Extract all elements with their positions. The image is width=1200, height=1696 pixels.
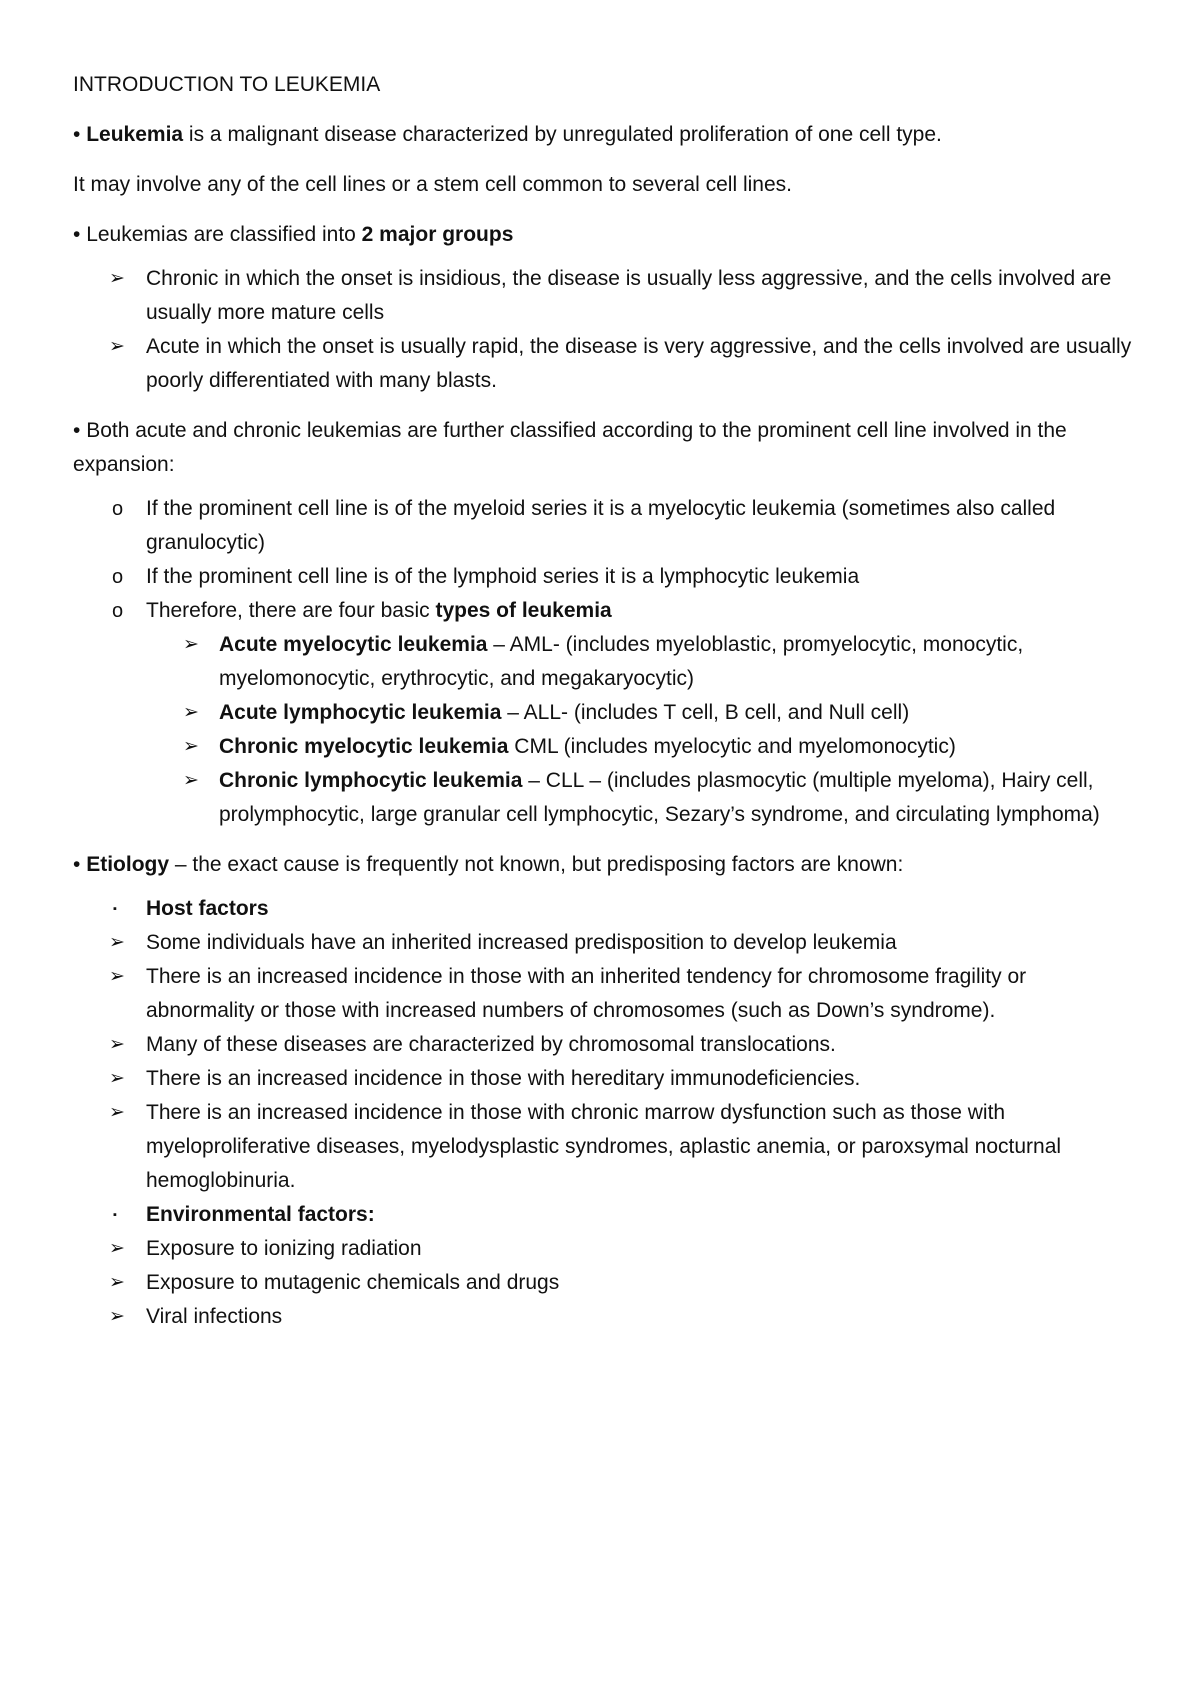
arrow-bullet-icon: ➢ — [183, 634, 199, 655]
list-item-text: There is an increased incidence in those with chronic marrow dysfunction such as those with myeloproliferative diseases, myelodysplastic syndromes, aplastic anemia, or paroxsymal nocturnal hemoglobinuria. — [146, 1101, 1062, 1192]
list-item — [73, 1096, 1138, 1198]
environmental-factors-heading: Environmental factors: — [146, 1203, 375, 1226]
bullet-dot: • — [73, 123, 81, 146]
leukemia-type-desc: – CLL – (includes plasmocytic (multiple myeloma), Hairy cell, prolymphocytic, large granular cell lymphocytic, Sezary’s syndrome, and circulating lymphoma) — [219, 769, 1100, 826]
arrow-bullet-icon: ➢ — [109, 268, 125, 289]
square-bullet-icon: ▪ — [113, 1209, 117, 1221]
arrow-bullet-icon: ➢ — [109, 1238, 125, 1259]
arrow-bullet-icon: ➢ — [109, 966, 125, 987]
arrow-bullet-icon: ➢ — [109, 1306, 125, 1327]
etiology-text: – the exact cause is frequently not known, but predisposing factors are known: — [169, 853, 904, 876]
list-item — [73, 492, 1138, 560]
types-bold: types of leukemia — [435, 599, 612, 622]
leukemia-type-desc: – ALL- (includes T cell, B cell, and Null cell) — [501, 701, 910, 724]
leukemia-type-desc: CML (includes myelocytic and myelomonocytic) — [508, 735, 956, 758]
intro-paragraph — [73, 118, 1138, 152]
list-item-text: Many of these diseases are characterized by chromosomal translocations. — [146, 1033, 836, 1056]
list-item — [73, 696, 1138, 730]
leukemia-type-name: Chronic myelocytic leukemia — [219, 735, 509, 758]
list-item-text: Some individuals have an inherited increased predisposition to develop leukemia — [146, 931, 897, 954]
list-item — [73, 730, 1138, 764]
circle-bullet-icon: o — [112, 600, 124, 622]
leukemia-type-name: Acute lymphocytic leukemia — [219, 701, 502, 724]
list-item — [73, 892, 1138, 926]
list-item — [73, 1232, 1138, 1266]
host-factors-heading: Host factors — [146, 897, 269, 920]
list-item-text: Exposure to ionizing radiation — [146, 1237, 422, 1260]
circle-bullet-icon: o — [112, 498, 124, 520]
list-item-text: Chronic in which the onset is insidious, the disease is usually less aggressive, and the cells involved are usually more mature cells — [146, 267, 1112, 324]
arrow-bullet-icon: ➢ — [109, 336, 125, 357]
list-item — [73, 262, 1138, 330]
groups-list — [73, 262, 1138, 398]
intro-text: is a malignant disease characterized by unregulated proliferation of one cell type. — [183, 123, 942, 146]
list-item-text: Exposure to mutagenic chemicals and drugs — [146, 1271, 560, 1294]
arrow-bullet-icon: ➢ — [109, 1272, 125, 1293]
arrow-bullet-icon: ➢ — [183, 736, 199, 757]
bullet-dot: • — [73, 853, 81, 876]
classification-list — [73, 492, 1138, 832]
etiology-term: Etiology — [86, 853, 170, 876]
groups-bold: 2 major groups — [361, 223, 514, 246]
arrow-bullet-icon: ➢ — [183, 770, 199, 791]
list-item-text: If the prominent cell line is of the lymphoid series it is a lymphocytic leukemia — [146, 565, 860, 588]
list-item — [73, 1028, 1138, 1062]
intro-term: Leukemia — [86, 123, 184, 146]
list-item — [73, 764, 1138, 832]
arrow-bullet-icon: ➢ — [109, 932, 125, 953]
arrow-bullet-icon: ➢ — [109, 1068, 125, 1089]
list-item-text: There is an increased incidence in those with an inherited tendency for chromosome fragility or abnormality or those with increased numbers of chromosomes (such as Down’s syndrome). — [146, 965, 1027, 1022]
arrow-bullet-icon: ➢ — [183, 702, 199, 723]
bullet-dot: • — [73, 419, 81, 442]
list-item — [73, 628, 1138, 696]
list-item — [73, 1062, 1138, 1096]
list-item — [73, 1198, 1138, 1232]
page-title: INTRODUCTION TO LEUKEMIA — [73, 73, 381, 96]
groups-lead: Leukemias are classified into — [80, 223, 362, 246]
leukemia-type-name: Acute myelocytic leukemia — [219, 633, 488, 656]
groups-heading — [73, 218, 1138, 252]
classification-text: Both acute and chronic leukemias are further classified according to the prominent cell line involved in the expansion: — [73, 419, 1067, 476]
list-item — [73, 1300, 1138, 1334]
arrow-bullet-icon: ➢ — [109, 1034, 125, 1055]
list-item — [73, 1266, 1138, 1300]
leukemia-type-name: Chronic lymphocytic leukemia — [219, 769, 523, 792]
list-item-text: Acute in which the onset is usually rapid, the disease is very aggressive, and the cells involved are usually poorly differentiated with many blasts. — [146, 335, 1132, 392]
list-item — [73, 330, 1138, 398]
bullet-dot: • — [73, 223, 81, 246]
leukemia-type-desc: – AML- (includes myeloblastic, promyelocytic, monocytic, myelomonocytic, erythrocytic, and megakaryocytic) — [219, 633, 1024, 690]
list-item — [73, 560, 1138, 594]
list-item-text: Viral infections — [146, 1305, 283, 1328]
etiology-paragraph — [73, 848, 1138, 882]
types-lead: Therefore, there are four basic — [146, 599, 436, 622]
list-item — [73, 926, 1138, 960]
etiology-list — [73, 892, 1138, 1334]
circle-bullet-icon: o — [112, 566, 124, 588]
list-item-text: If the prominent cell line is of the myeloid series it is a myelocytic leukemia (sometimes also called granulocytic) — [146, 497, 1056, 554]
intro-line-2: It may involve any of the cell lines or a stem cell common to several cell lines. — [73, 173, 792, 196]
list-item-text: There is an increased incidence in those with hereditary immunodeficiencies. — [146, 1067, 861, 1090]
arrow-bullet-icon: ➢ — [109, 1102, 125, 1123]
document-page — [73, 68, 1138, 1334]
classification-paragraph — [73, 414, 1138, 482]
list-item — [73, 594, 1138, 628]
square-bullet-icon: ▪ — [113, 903, 117, 915]
list-item — [73, 960, 1138, 1028]
